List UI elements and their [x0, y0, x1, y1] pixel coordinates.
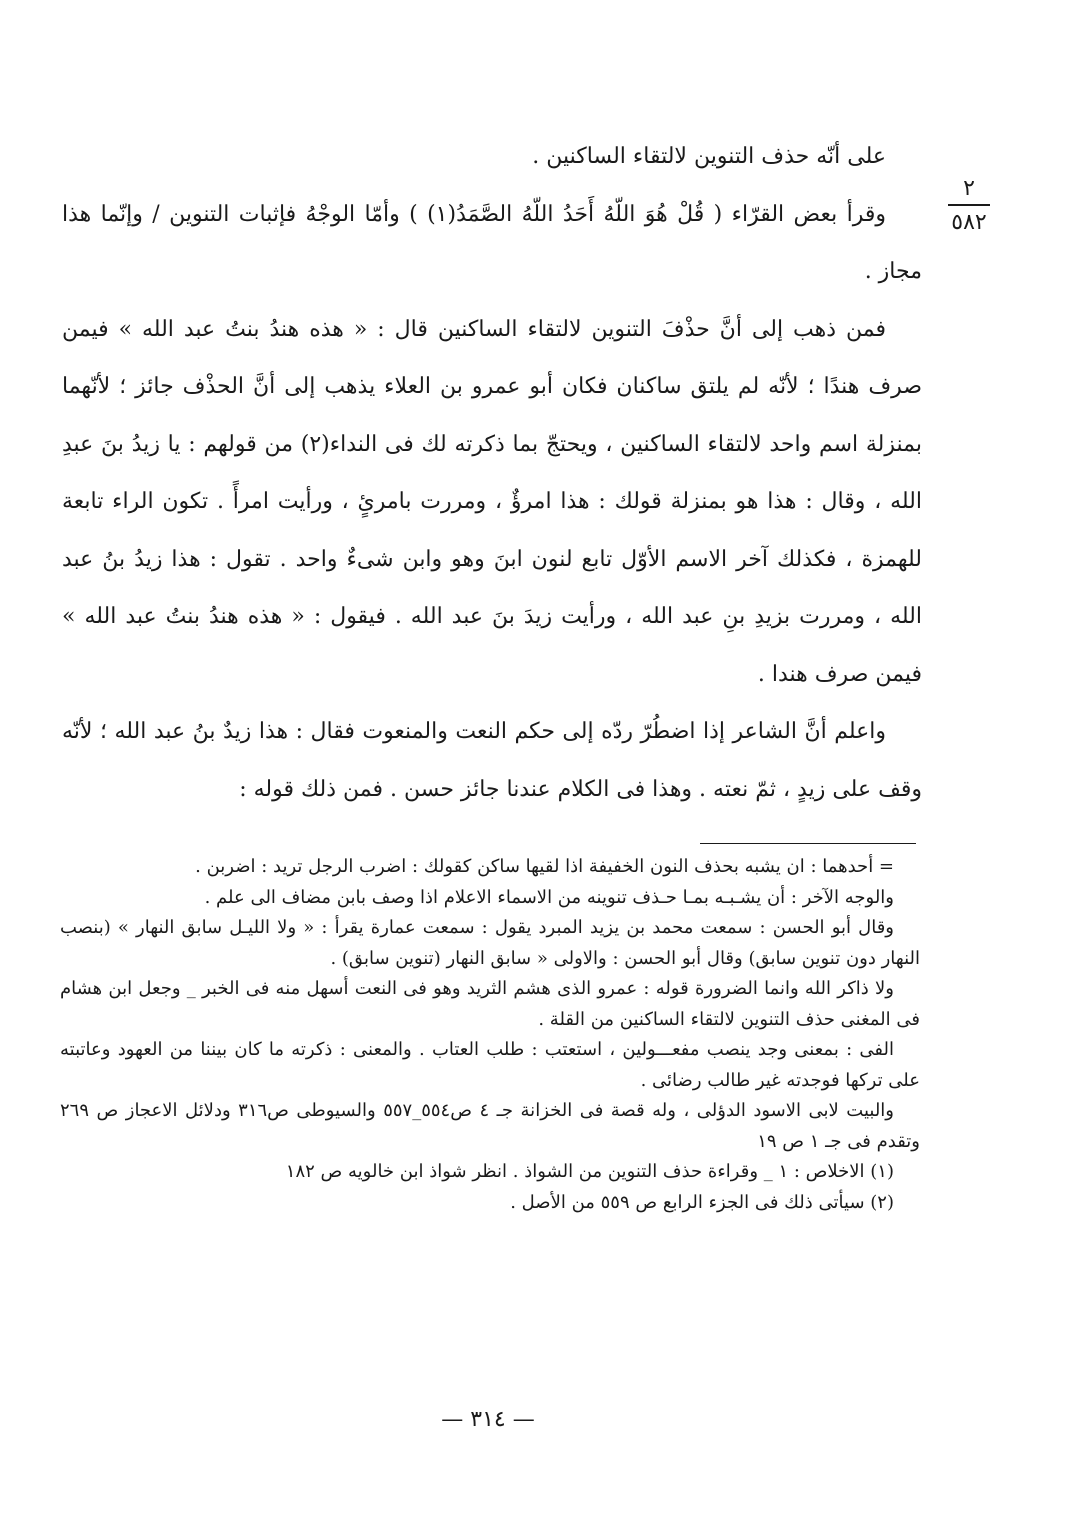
footnote-numbered-1: (١) الاخلاص : ١ _ وقراءة حذف التنوين من الشواذ . انظر شواذ ابن خالويه ص ١٨٢ — [285, 1161, 894, 1182]
main-paragraph-4: واعلم أنَّ الشاعر إذا اضطُرّ ردّه إلى حكم النعت والمنعوت فقال : هذا زيدٌ بنُ عبد الله ؛ لأنّه وقف على زيدٍ ، ثمّ نعته . وهذا فى الكلام عندنا جائز حسن . فمن ذلك قوله : — [62, 719, 922, 802]
margin-reference — [946, 178, 992, 234]
footnote-item: وقال أبو الحسن : سمعت محمد بن يزيد المبرد يقول : سمعت عمارة يقرأ : « ولا الليـل سابق النهار » (بنصب النهار دون تنوين سابق) وقال أبو الحسن : والاولى « سابق النهار (تنوين سابق) . — [60, 917, 920, 969]
footnote-item: والوجه الآخر : أن يشـبـه بمـا حـذف تنوينه من الاسماء الاعلام اذا وصف بابن مضاف الى علم . — [204, 886, 894, 908]
footnote-item: الفى : بمعنى وجد ينصب مفعـــولين ، استعتب : طلب العتاب . والمعنى : ذكرته ما كان بيننا من العهود وعاتبته على تركها فوجدته غير طالب رضائى . — [60, 1039, 920, 1091]
footnote-separator — [700, 843, 916, 844]
main-paragraph-2: وقرأ بعض القرّاء ( قُلْ هُوَ اللّهُ أَحَدُ اللّهُ الصَّمَدُ(١) ) وأمّا الوجْهُ فإثبات التنوين / وإنّما هذا مجاز . — [62, 201, 922, 284]
main-text — [62, 128, 922, 818]
footnote-item: ولا ذاكر الله وانما الضرورة قوله : عمرو الذى هشم الثريد وهو فى النعت أسهل منه فى الخبر _ وجعل ابن هشام فى المغنى حذف التنوين لالتقاء الساكنين من القلة . — [60, 978, 920, 1030]
footnote-numbered-2: (٢) سيأتى ذلك فى الجزء الرابع ص ٥٥٩ من الأصل . — [510, 1191, 894, 1213]
main-paragraph-3: فمن ذهب إلى أنَّ حذْفَ التنوين لالتقاء الساكنين قال : « هذه هندُ بنتُ عبد الله » فيمن صرف هندًا ؛ لأنّه لم يلتق ساكنان فكان أبو عمرو بن العلاء يذهب إلى أنَّ الحذْف جائز ؛ لأنّهما بمنزلة اسم واحد لالتقاء الساكنين ، ويحتجّ بما ذكرته لك فى النداء(٢) من قولهم : يا زيدُ بنَ عبدِ الله ، وقال : هذا هو بمنزلة قولك : هذا امرؤٌ ، ومررت بامرئٍ ، ورأيت امرأً . تكون الراء تابعة للهمزة ، فكذلك آخر الاسم الأوّل تابع لنون ابنَ وهو وابن شىءٌ واحد . تقول : هذا زيدُ بنُ عبد الله ، ومررت بزيدِ بنِ عبد الله ، ورأيت زيدَ بنَ عبد الله . فيقول : « هذه هندُ بنتُ عبد الله » فيمن صرف هندا . — [62, 316, 922, 687]
margin-ref-bottom: ٥٨٢ — [951, 210, 987, 235]
margin-ref-top: ٢ — [963, 176, 975, 201]
page-number: — ٣١٤ — — [441, 1407, 535, 1432]
main-paragraph-1: على أنّه حذف التنوين لالتقاء الساكنين . — [532, 144, 886, 169]
footnote-item: والبيت لابى الاسود الدؤلى ، وله قصة فى الخزانة جـ ٤ ص٥٥٤_٥٥٧ والسيوطى ص٣١٦ ودلائل الاعجاز ص ٢٦٩ وتقدم فى جـ ١ ص ١٩ — [60, 1100, 920, 1152]
footnote-item: = أحدهما : ان يشبه بحذف النون الخفيفة اذا لقيها ساكن كقولك : اضرب الرجل تريد : اضربن . — [195, 856, 894, 877]
footnotes — [60, 852, 920, 1218]
